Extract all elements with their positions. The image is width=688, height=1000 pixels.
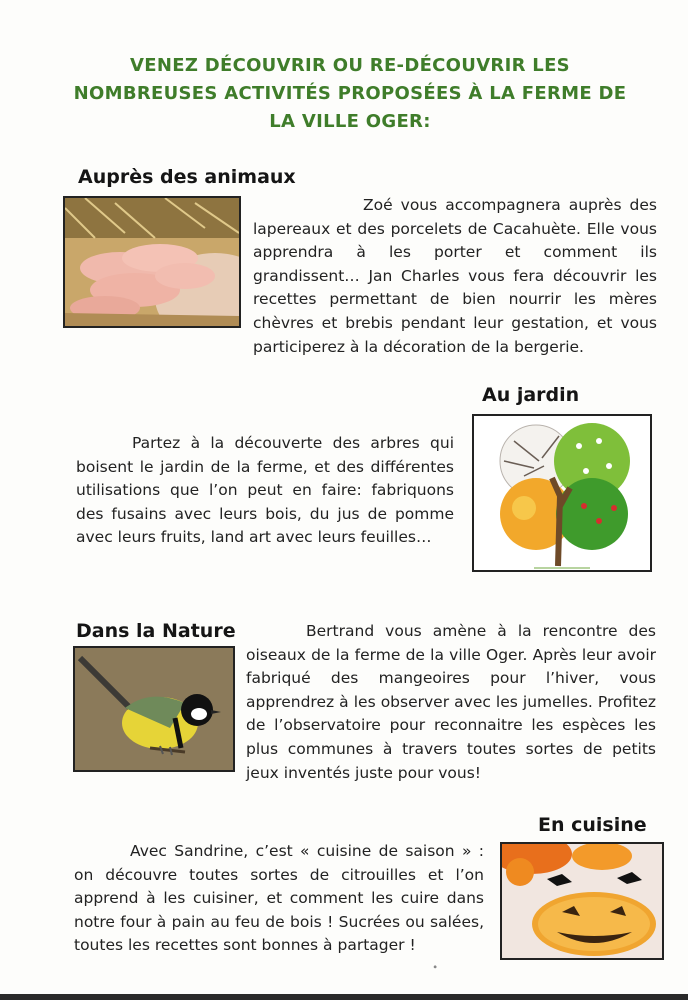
text-jardin-content: Partez à la découverte des arbres qui boisent le jardin de la ferme, et des différentes utilisations que l’on peut en faire: fabriquons des fusains avec leurs bois, du jus de pomme avec leurs fruits, land art avec leurs feuilles… — [76, 434, 454, 547]
text-nature — [246, 620, 656, 785]
text-cuisine-content: Avec Sandrine, c’est « cuisine de saison » : on découvre toutes sortes de citrouilles et l’on apprend à les cuisiner, et comment les cuire dans notre four à pain au feu de bois ! Sucrées ou salées, toutes les recettes sont bonnes à partager ! — [74, 842, 484, 955]
scan-edge — [0, 994, 688, 1000]
text-cuisine — [74, 840, 484, 958]
piglets-photo — [63, 196, 241, 328]
text-animaux-content: Zoé vous accompagnera auprès des lapereaux et des porcelets de Cacahuète. Elle vous apprendra à les porter et comment ils grandissent… Jan Charles vous fera découvrir les recettes permettant de bien nourrir les mères chèvres et brebis pendant leur gestation, et vous participerez à la décoration de la bergerie. — [253, 196, 657, 356]
text-jardin — [76, 432, 454, 550]
page-title: VENEZ DÉCOUVRIR OU RE-DÉCOUVRIR LES NOMBREUSES ACTIVITÉS PROPOSÉES À LA FERME DE LA VILLE OGER: — [73, 55, 627, 132]
four-seasons-tree-illustration — [472, 414, 652, 572]
heading-jardin: Au jardin — [482, 384, 580, 406]
scan-mark: ∙ — [432, 962, 439, 973]
heading-cuisine: En cuisine — [538, 814, 647, 836]
heading-animaux: Auprès des animaux — [78, 166, 296, 188]
text-animaux — [253, 194, 657, 359]
heading-nature: Dans la Nature — [76, 620, 236, 642]
great-tit-bird-photo — [73, 646, 235, 772]
text-nature-content: Bertrand vous amène à la rencontre des oiseaux de la ferme de la ville Oger. Après leur avoir fabriqué des mangeoires pour l’hiver, vous apprendrez à les observer avec les jumelles. Profitez de l’observatoire pour reconnaitre les espèces les plus communes à travers toutes sortes de petits jeux inventés juste pour vous! — [246, 622, 656, 782]
pumpkin-cake-photo — [500, 842, 664, 960]
